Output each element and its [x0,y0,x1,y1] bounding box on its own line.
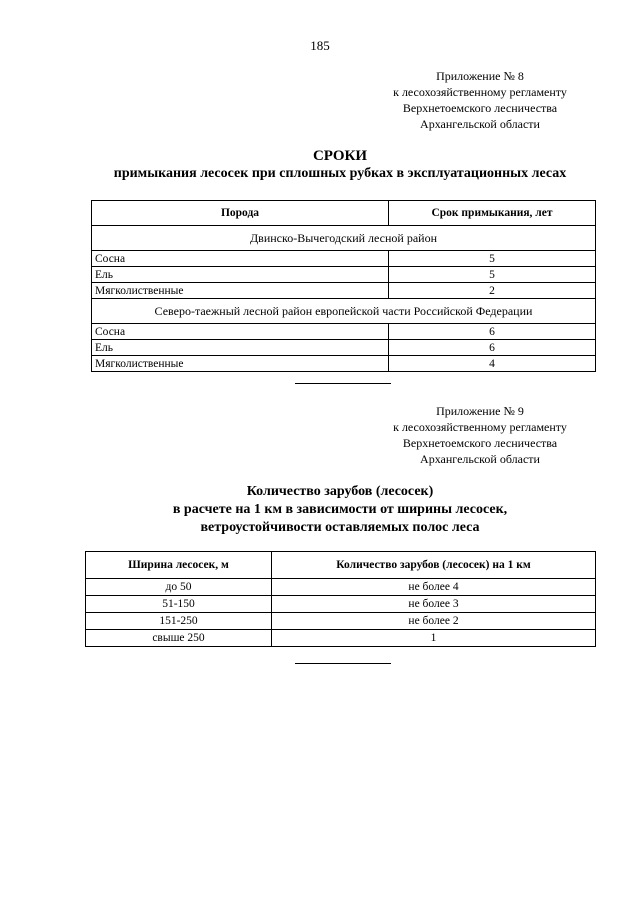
count-cell: не более 4 [272,579,596,596]
column-header-count: Количество зарубов (лесосек) на 1 км [272,552,596,579]
table-row [92,283,596,299]
count-cell: не более 2 [272,613,596,630]
section-separator [295,383,391,384]
count-cell: 1 [272,630,596,647]
table2-title-block [0,483,640,537]
table-row [86,613,596,630]
region-name: Северо-таежный лесной район европейской части Российской Федерации [92,299,596,324]
region-row [92,226,596,251]
table2-title-line: Количество зарубов (лесосек) [246,484,434,499]
table-row [92,356,596,372]
region-name: Двинско-Вычегодский лесной район [92,226,596,251]
appendix-8-line: к лесохозяйственному регламенту [393,85,567,99]
appendix-8-line: Архангельской области [420,117,540,131]
table2-title-line: ветроустойчивости оставляемых полос леса [200,520,480,535]
table1-title: СРОКИ [312,148,368,164]
table-row [92,340,596,356]
species-cell: Ель [92,267,389,283]
table-header-row [92,201,596,226]
column-header-width: Ширина лесосек, м [86,552,272,579]
page-number: 185 [310,38,330,53]
appendix-8-line: Верхнетоемского лесничества [402,101,558,115]
appendix-9-line: Приложение № 9 [436,404,524,418]
years-cell: 2 [389,283,596,299]
appendix-8-header [360,68,600,132]
width-cell: свыше 250 [86,630,272,647]
table-row [92,251,596,267]
years-cell: 5 [389,251,596,267]
appendix-9-line: Верхнетоемского лесничества [402,436,558,450]
region-row [92,299,596,324]
years-cell: 5 [389,267,596,283]
table2-title-line: в расчете на 1 км в зависимости от ширины лесосек, [172,502,508,517]
width-cell: 51-150 [86,596,272,613]
years-cell: 4 [389,356,596,372]
table-row [86,596,596,613]
column-header-term: Срок примыкания, лет [389,201,596,226]
width-cell: 151-250 [86,613,272,630]
section-separator [295,663,391,664]
table-adjacency-terms [91,200,596,372]
years-cell: 6 [389,340,596,356]
table1-subtitle: примыкания лесосек при сплошных рубках в эксплуатационных лесах [113,166,567,181]
table-row [92,267,596,283]
count-cell: не более 3 [272,596,596,613]
appendix-9-header [360,403,600,467]
table-header-row [86,552,596,579]
species-cell: Сосна [92,251,389,267]
species-cell: Мягколиственные [92,283,389,299]
table-cut-count [85,551,596,647]
species-cell: Ель [92,340,389,356]
width-cell: до 50 [86,579,272,596]
species-cell: Сосна [92,324,389,340]
species-cell: Мягколиственные [92,356,389,372]
table1-title-block [0,148,640,182]
years-cell: 6 [389,324,596,340]
table-row [86,630,596,647]
column-header-species: Порода [92,201,389,226]
appendix-8-line: Приложение № 8 [436,69,524,83]
table-row [86,579,596,596]
appendix-9-line: Архангельской области [420,452,540,466]
appendix-9-line: к лесохозяйственному регламенту [393,420,567,434]
table-row [92,324,596,340]
